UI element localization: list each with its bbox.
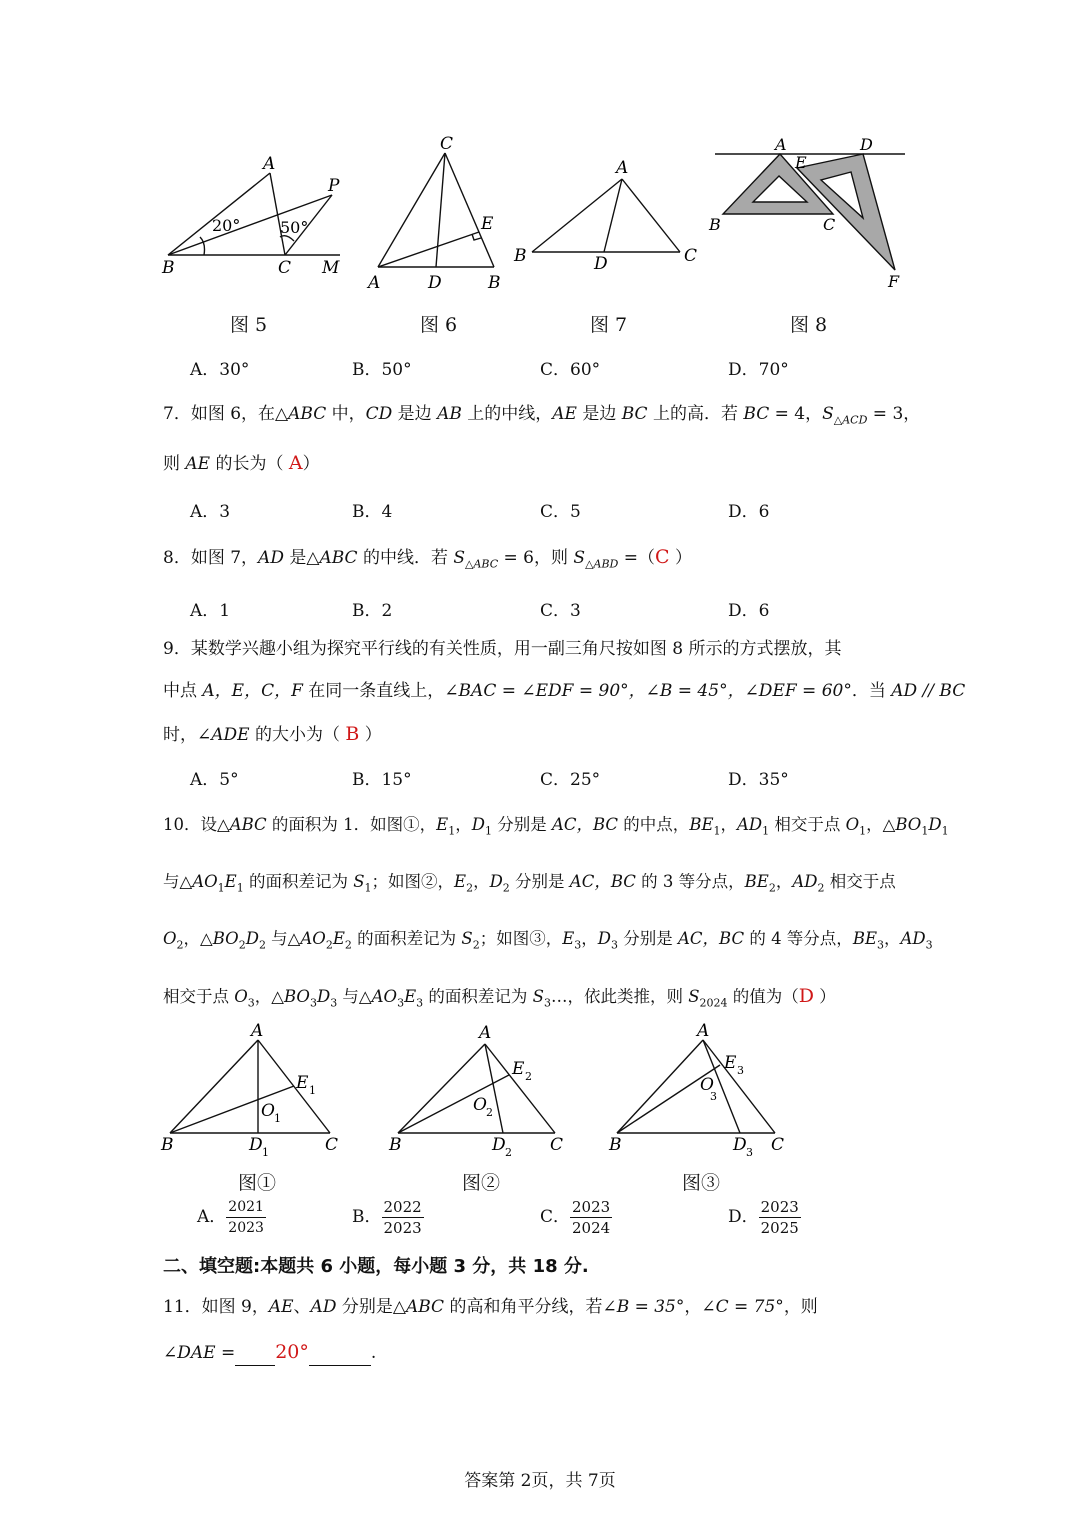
fig8-label-a: A	[775, 135, 787, 154]
fig10-2-sub-d: 2	[505, 1146, 512, 1159]
fig10-3-label-a: A	[697, 1021, 710, 1041]
q9-option-a: A．5°	[190, 770, 239, 790]
figure-10-1-caption: 图①	[238, 1172, 277, 1194]
q10-option-b: B． $\frac{2022}{2023}$	[352, 1198, 422, 1237]
figure-10-2	[385, 1020, 585, 1160]
figure-7-caption: 图 7	[590, 314, 628, 336]
figure-5	[150, 145, 350, 280]
fig10-1-label-e: E	[296, 1073, 309, 1093]
q8-option-c: C．3	[540, 601, 581, 621]
figure-5-caption: 图 5	[230, 314, 268, 336]
q6-option-c: C．60°	[540, 360, 601, 380]
q10-option-a: A． $\frac{2021}{2023}$	[197, 1199, 264, 1236]
fig10-1-label-d: D	[249, 1135, 263, 1155]
q9-option-c: C．25°	[540, 770, 601, 790]
q10-line-3: $O_2$，$\triangle BO_2D_2$ 与$\triangle AO_2E_2$ 的面积差记为 $S_2$；如图③，$E_3$，$D_3$ 分别是 AC，BC 的 4 等分点，$BE_3$，$AD_3$	[163, 929, 933, 952]
q11-line-1: 11．如图 9，AE、AD 分别是△ABC 的高和角平分线，若∠B = 35°，∠C = 75°，则	[163, 1297, 818, 1317]
fig5-label-b: B	[162, 258, 175, 278]
fig10-3-label-c: C	[771, 1135, 785, 1155]
fig5-angle-20: 20°	[212, 216, 241, 235]
fig7-label-d: D	[594, 254, 608, 274]
q10-line-1: 10．设△ABC 的面积为 1．如图①，$E_1$，$D_1$ 分别是 AC，BC 的中点，$BE_1$，$AD_1$ 相交于点 $O_1$，$\triangle BO_1D_1$	[163, 815, 949, 838]
fig10-1-label-c: C	[325, 1135, 339, 1155]
q6-option-b: B．50°	[352, 360, 412, 380]
q10-option-c: C． $\frac{2023}{2024}$	[540, 1198, 611, 1237]
fig5-label-p: P	[328, 176, 340, 196]
q6-option-d: D．70°	[728, 360, 789, 380]
fig10-3-label-b: B	[609, 1135, 622, 1155]
q7-option-d: D．6	[728, 502, 770, 522]
fig10-3-label-o: O	[700, 1075, 714, 1095]
q7-line-1: 7．如图 6，在△ABC 中，CD 是边 AB 上的中线，AE 是边 BC 上的高．若 BC = 4，$S_{\triangle ACD} = 3$，	[163, 404, 921, 427]
q9-line-1: 9．某数学兴趣小组为探究平行线的有关性质，用一副三角尺按如图 8 所示的方式摆放，其	[163, 639, 842, 659]
q7-option-b: B．4	[352, 502, 393, 522]
q11-answer: 20°	[275, 1341, 309, 1363]
fig10-2-label-e: E	[512, 1059, 525, 1079]
fig10-3-sub-d: 3	[746, 1146, 753, 1159]
q9-option-d: D．35°	[728, 770, 789, 790]
fig10-1-label-o: O	[261, 1101, 275, 1121]
q9-answer: B	[345, 723, 360, 745]
fig7-label-c: C	[684, 246, 698, 266]
fig10-2-sub-o: 2	[486, 1106, 493, 1119]
fig10-1-sub-e: 1	[309, 1084, 316, 1097]
figure-7	[510, 155, 700, 275]
fig5-label-m: M	[322, 258, 340, 278]
figure-8	[705, 132, 915, 292]
q8-option-d: D．6	[728, 601, 770, 621]
q7-answer: A	[288, 452, 303, 474]
q10-line-2: 与$\triangle AO_1E_1$ 的面积差记为 $S_1$；如图②，$E_2$，$D_2$ 分别是 AC，BC 的 3 等分点，$BE_2$，$AD_2$ 相交于点	[163, 872, 896, 895]
fig10-2-label-b: B	[389, 1135, 402, 1155]
figure-10-1	[155, 1020, 355, 1160]
fig10-3-label-d: D	[733, 1135, 747, 1155]
q6-option-a: A．30°	[190, 360, 250, 380]
q8-answer: C	[655, 546, 670, 568]
fig7-label-a: A	[616, 158, 629, 178]
fig6-label-e: E	[481, 214, 494, 234]
fig8-label-c: C	[823, 215, 836, 234]
figure-6	[360, 135, 510, 295]
fig10-3-label-e: E	[724, 1053, 737, 1073]
fig10-3-sub-e: 3	[737, 1064, 744, 1077]
q8-line: 8．如图 7，AD 是△ABC 的中线．若 $S_{\triangle ABC} = 6$，则 $S_{\triangle ABD} =(C$ ）	[163, 546, 692, 571]
q7-option-c: C．5	[540, 502, 581, 522]
q9-line-2: 中点 A，E，C，F 在同一条直线上，∠BAC = ∠EDF = 90°，∠B = 45°，∠DEF = 60°．当 AD // BC	[163, 681, 966, 701]
fig8-label-f: F	[888, 272, 900, 291]
fig7-label-b: B	[514, 246, 527, 266]
figure-10-3	[605, 1020, 805, 1160]
fig6-label-d: D	[428, 273, 442, 293]
fig10-1-sub-d: 1	[262, 1146, 269, 1159]
q8-option-a: A．1	[190, 601, 231, 621]
q10-answer: D	[798, 985, 814, 1007]
fig5-label-a: A	[263, 154, 276, 174]
q11-line-2: ∠DAE = 20° .	[163, 1340, 376, 1366]
figure-10-3-caption: 图③	[682, 1172, 721, 1194]
fig10-2-sub-e: 2	[525, 1070, 532, 1083]
q8-option-b: B．2	[352, 601, 393, 621]
fig8-label-d: D	[860, 135, 873, 154]
fig10-3-sub-o: 3	[710, 1090, 717, 1103]
fig8-label-e: E	[795, 153, 807, 172]
fig10-2-label-a: A	[479, 1023, 492, 1043]
section-2-heading: 二、填空题:本题共 6 小题，每小题 3 分，共 18 分.	[163, 1256, 589, 1277]
fig10-2-label-o: O	[473, 1095, 487, 1115]
q9-option-b: B．15°	[352, 770, 412, 790]
fig5-label-c: C	[278, 258, 292, 278]
q7-line-2: 则 AE 的长为（ A）	[163, 452, 320, 474]
q10-line-4: 相交于点 $O_3$，$\triangle BO_3D_3$ 与$\triangle AO_3E_3$ 的面积差记为 $S_3\dots$，依此类推，则 $S_{2024}$ 的值为（D ）	[163, 985, 836, 1010]
figure-10-2-caption: 图②	[462, 1172, 501, 1194]
fig6-label-c: C	[440, 135, 454, 154]
fig5-angle-50: 50°	[280, 218, 309, 237]
q7-option-a: A．3	[190, 502, 231, 522]
q10-option-d: D． $\frac{2023}{2025}$	[728, 1198, 799, 1237]
q9-line-3: 时，∠ADE 的大小为（ B ）	[163, 723, 382, 745]
fig10-2-label-d: D	[492, 1135, 506, 1155]
figure-6-caption: 图 6	[420, 314, 458, 336]
fig6-label-b: B	[488, 273, 501, 293]
fig10-1-label-a: A	[251, 1021, 264, 1041]
page-footer: 答案第 2页，共 7页	[464, 1471, 616, 1491]
fig10-1-sub-o: 1	[274, 1112, 281, 1125]
fig6-label-a: A	[368, 273, 381, 293]
figure-8-caption: 图 8	[790, 314, 828, 336]
fig8-label-b: B	[709, 215, 721, 234]
fig10-1-label-b: B	[161, 1135, 174, 1155]
fig10-2-label-c: C	[550, 1135, 564, 1155]
